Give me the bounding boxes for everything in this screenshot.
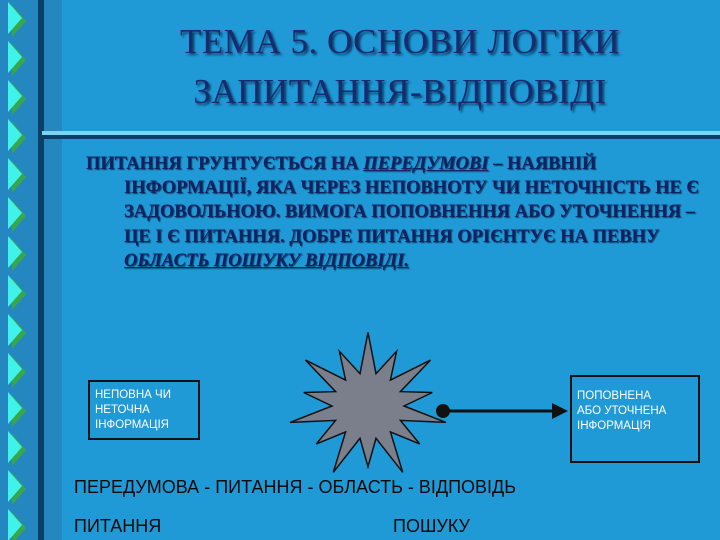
box-line: ПОПОВНЕНА [577, 390, 652, 402]
question-starburst [290, 332, 446, 472]
title-underline [42, 131, 720, 135]
body-paragraph [86, 152, 714, 273]
box-line: ІНФОРМАЦІЯ [577, 420, 651, 432]
box-line: НЕПОВНА ЧИ [95, 389, 171, 401]
arrow-head [552, 403, 568, 419]
incomplete-info-box [88, 380, 200, 440]
box-line: ІНФОРМАЦІЯ [95, 419, 169, 431]
body-emphasis-premise: ПЕРЕДУМОВІ [363, 154, 489, 174]
complete-info-box [570, 375, 700, 463]
box-line: НЕТОЧНА [95, 404, 150, 416]
vertical-bar [38, 0, 44, 540]
body-text-2: – НАЯВНІЙ ІНФОРМАЦІЇ, ЯКА ЧЕРЕЗ НЕПОВНОТУ ЧИ НЕТОЧНІСТЬ НЕ Є ЗАДОВОЛЬНОЮ. ВИМОГА ПОПОВНЕННЯ АБО УТОЧНЕННЯ – ЦЕ І Є ПИТАННЯ. ДОБРЕ ПИТАННЯ ОРІЄНТУЄ НА ПЕВНУ [124, 154, 699, 247]
title-underline-shadow [42, 135, 720, 139]
box-line: АБО УТОЧНЕНА [577, 405, 667, 417]
sequence-label: ПЕРЕДУМОВА - ПИТАННЯ - ОБЛАСТЬ - ВІДПОВІДЬ [74, 477, 517, 497]
body-text-1: ПИТАННЯ ГРУНТУЄТЬСЯ НА [86, 154, 364, 174]
search-caption: ПОШУКУ [393, 516, 470, 536]
arrow-origin-dot [436, 404, 450, 418]
title-line-2: ЗАПИТАННЯ-ВІДПОВІДІ [193, 72, 607, 111]
question-caption: ПИТАННЯ [74, 516, 162, 536]
body-emphasis-search-area: ОБЛАСТЬ ПОШУКУ ВІДПОВІДІ. [124, 250, 409, 271]
title-line-1: ТЕМА 5. ОСНОВИ ЛОГІКИ [180, 22, 620, 61]
